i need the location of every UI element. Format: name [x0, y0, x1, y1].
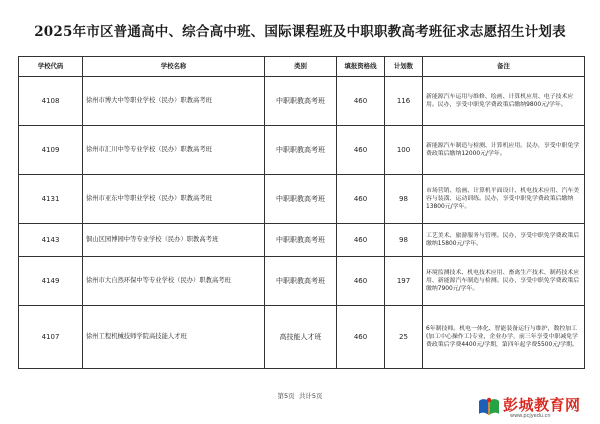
qualifying-score-cell: 460 [337, 224, 385, 257]
school-code-cell: 4108 [19, 77, 83, 126]
qualifying-score-cell: 460 [337, 175, 385, 224]
plan-count-cell: 197 [385, 257, 423, 306]
remarks-cell: 新能源汽车运用与维修、绘画、计算机应用、电子技术应用。民办，享受中职免学费政策后缴纳9800元/学年。 [423, 77, 585, 126]
remarks-cell: 工艺美术、旅游服务与管理。民办，享受中职免学费政策后缴纳15800元/学年。 [423, 224, 585, 257]
enrollment-plan-table [18, 56, 585, 369]
table-row [19, 126, 585, 175]
qualifying-score-cell: 460 [337, 306, 385, 369]
plan-count-cell: 100 [385, 126, 423, 175]
qualifying-score-cell: 460 [337, 126, 385, 175]
remarks-cell: 新能源汽车制造与检测、计算机应用。民办，享受中职免学费政策后缴纳12000元/学年。 [423, 126, 585, 175]
header-qualifying-score: 填报资格线 [337, 57, 385, 77]
category-cell: 中职职教高考班 [265, 175, 337, 224]
remarks-cell: 市场营销、绘画、计算机平面设计、机电技术应用、汽车美容与装潢、运动训练。民办，享受中职免学费政策后缴纳13800元/学年。 [423, 175, 585, 224]
plan-count-cell: 98 [385, 224, 423, 257]
table-row [19, 306, 585, 369]
header-plan-count: 计划数 [385, 57, 423, 77]
qualifying-score-cell: 460 [337, 257, 385, 306]
plan-count-cell: 116 [385, 77, 423, 126]
school-name-cell: 徐州工程机械技师学院高技能人才班 [83, 306, 265, 369]
site-watermark [476, 394, 594, 422]
category-cell: 中职职教高考班 [265, 224, 337, 257]
table-row [19, 77, 585, 126]
remarks-cell: 6年制技师。机电一体化、智能装备运行与维护，数控加工(加工中心操作工)专业，企业办学，前三年享受中职减免学费政策后学费4400元/学期，第四年起学费5500元/学期。 [423, 306, 585, 369]
page-number: 第5页 [277, 392, 295, 400]
school-code-cell: 4107 [19, 306, 83, 369]
school-name-cell: 徐州市博大中等职业学校（民办）职教高考班 [83, 77, 265, 126]
school-name-cell: 徐州市大自然环保中等专业学校（民办）职教高考班 [83, 257, 265, 306]
school-code-cell: 4149 [19, 257, 83, 306]
school-name-cell: 徐州市亚东中等职业学校（民办）职教高考班 [83, 175, 265, 224]
school-name-cell: 徐州市汇川中等专业学校（民办）职教高考班 [83, 126, 265, 175]
watermark-brand: 彭城教育网 [503, 396, 581, 414]
header-school-code: 学校代码 [19, 57, 83, 77]
category-cell: 高技能人才班 [265, 306, 337, 369]
qualifying-score-cell: 460 [337, 77, 385, 126]
table-header-row [19, 57, 585, 77]
document-title: 2025年市区普通高中、综合高中班、国际课程班及中职职教高考班征求志愿招生计划表 [34, 24, 566, 40]
category-cell: 中职职教高考班 [265, 257, 337, 306]
table-row [19, 175, 585, 224]
watermark-url: www.pcjyedu.cn [510, 413, 551, 419]
header-school-name: 学校名称 [83, 57, 265, 77]
page-total: 共计5页 [298, 392, 323, 400]
header-category: 类别 [265, 57, 337, 77]
school-name-cell: 铜山区园博园中等专业学校（民办）职教高考班 [83, 224, 265, 257]
school-code-cell: 4143 [19, 224, 83, 257]
category-cell: 中职职教高考班 [265, 126, 337, 175]
school-code-cell: 4109 [19, 126, 83, 175]
remarks-cell: 环境监测技术、机电技术应用、畜禽生产技术、制药技术应用、新能源汽车制造与检测。民办，享受中职免学费政策后缴纳7900元/学年。 [423, 257, 585, 306]
open-book-icon [478, 397, 500, 417]
school-code-cell: 4131 [19, 175, 83, 224]
category-cell: 中职职教高考班 [265, 77, 337, 126]
header-remarks: 备注 [423, 57, 585, 77]
plan-count-cell: 25 [385, 306, 423, 369]
table-row [19, 257, 585, 306]
plan-count-cell: 98 [385, 175, 423, 224]
table-row [19, 224, 585, 257]
